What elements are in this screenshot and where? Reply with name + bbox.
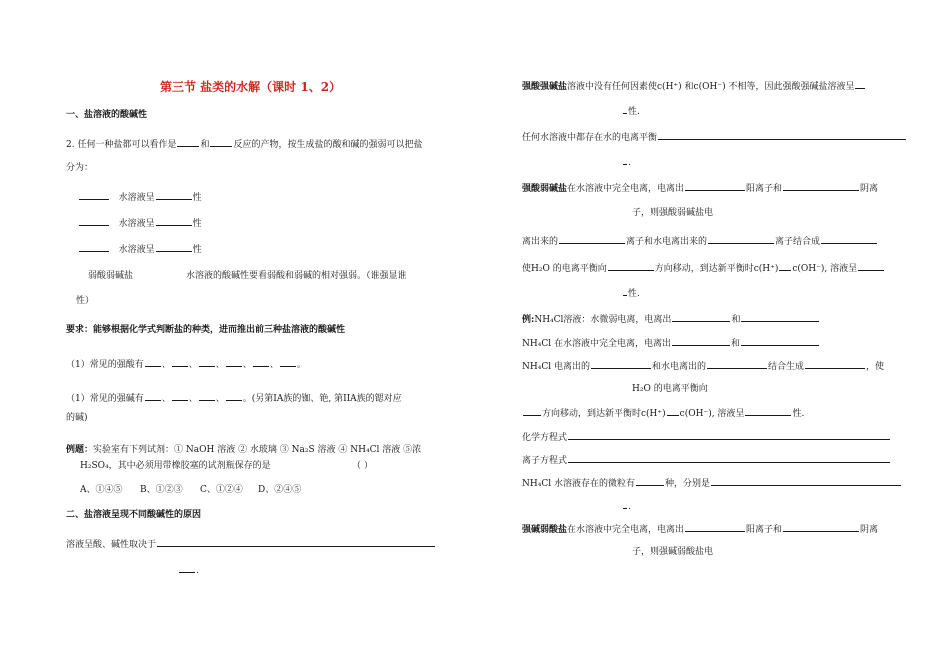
strong-acid-weak-base-line-4 [522, 261, 885, 275]
sawb-bold: 强酸弱碱盐 [522, 184, 568, 194]
ex2-l5b: c(OH⁻), 溶液呈 [679, 409, 745, 419]
anywater-end-text: . [628, 158, 631, 168]
sawb-text-3: 阴离 [860, 184, 879, 194]
anywater-text: 任何水溶液中都存在水的电离平衡 [522, 133, 658, 143]
example-line-1 [66, 444, 421, 456]
example-2-line-1 [522, 312, 820, 326]
blank[interactable] [779, 261, 791, 271]
ex2-l3a: NH₄Cl 电离出的 [522, 362, 590, 372]
ex2-l5a: 方向移动，到达新平衡时c(H⁺) [542, 409, 666, 419]
blank[interactable] [568, 430, 890, 440]
q2-text-b: 和 [200, 140, 210, 150]
blank[interactable] [179, 563, 195, 573]
strong-base-weak-acid-line-1 [522, 522, 878, 536]
example-2-line-3 [522, 359, 884, 373]
strong-acid-strong-base-line [522, 79, 866, 93]
q2-text-a: 2. 任何一种盐都可以看作是 [66, 140, 177, 150]
sbwa-text-2: 阳离子和 [746, 525, 783, 535]
blank[interactable] [658, 130, 906, 140]
weak-acid-weak-base-text: 水溶液的酸碱性要看弱酸和弱碱的相对强弱。（谁强显谁 [186, 271, 407, 281]
base-prefix: （1）常见的强碱有 [66, 394, 144, 404]
blank[interactable] [741, 336, 819, 346]
blank[interactable] [172, 357, 188, 367]
blank[interactable] [157, 537, 435, 547]
salt-type-row [78, 216, 202, 230]
blank[interactable] [199, 391, 215, 401]
ex2-l1a: NH₄Cl溶液：水微弱电离，电离出 [534, 315, 672, 325]
sawb-l3a: 离出来的 [522, 237, 559, 247]
blank[interactable] [280, 357, 296, 367]
row-suffix: 性 [192, 193, 202, 203]
blank[interactable] [79, 216, 109, 226]
strong-acids-line: （1）常见的强酸有 、 、 、 、 、 。 [66, 357, 306, 371]
cause-text: 溶液呈酸、碱性取决于 [66, 540, 157, 550]
requirement-line: 要求：能够根据化学式判断盐的种类，进而推出前三种盐溶液的酸碱性 [66, 325, 346, 335]
example-line-2: H₂SO₄，其中必须用带橡胶塞的试剂瓶保存的是 [80, 461, 271, 471]
sawb-l3c: 离子结合成 [775, 237, 821, 247]
sawb-l4c: c(OH⁻), 溶液呈 [792, 264, 858, 274]
water-ionization-line [522, 130, 907, 144]
acid-end: 。 [296, 360, 306, 370]
blank[interactable] [79, 242, 109, 252]
salt-type-row [78, 190, 202, 204]
ex2-l5c: 性. [792, 409, 805, 419]
blank[interactable] [685, 181, 745, 191]
blank[interactable] [805, 359, 865, 369]
page-title: 第三节 盐类的水解（课时 1、2） [160, 80, 342, 94]
blank[interactable] [623, 104, 627, 114]
blank[interactable] [608, 261, 654, 271]
blank[interactable] [253, 357, 269, 367]
cause-line [66, 537, 436, 551]
particles-b: 种，分别是 [664, 479, 710, 489]
particles-end-text: . [628, 502, 631, 512]
blank[interactable] [156, 242, 192, 252]
sasb-text: 溶液中没有任何因素使c(H⁺) 和c(OH⁻) 不相等，因此强酸强碱盐溶液呈 [567, 82, 855, 92]
blank[interactable] [145, 357, 161, 367]
strong-acid-weak-base-line-2: 子，则强酸弱碱盐电 [632, 208, 714, 218]
row-suffix: 性 [192, 245, 202, 255]
blank[interactable] [156, 190, 192, 200]
blank[interactable] [177, 137, 199, 147]
blank[interactable] [156, 216, 192, 226]
blank[interactable] [855, 79, 865, 89]
ex2-bold: 例: [522, 315, 535, 325]
sawb-l4b: 方向移动，到达新平衡时c(H⁺) [654, 264, 779, 274]
blank[interactable] [523, 406, 541, 416]
chemical-equation-line [522, 430, 891, 444]
option-a[interactable]: A、①④⑤ [80, 485, 123, 495]
row-label: 水溶液呈 [118, 219, 155, 229]
q2-text-c: 反应的产物，按生成盐的酸和碱的强弱可以把盐 [233, 140, 423, 150]
blank[interactable] [226, 357, 242, 367]
sasb-end [622, 104, 640, 118]
example-label: 例题： [66, 445, 94, 455]
strong-acid-weak-base-line-3 [522, 234, 878, 248]
sasb-end-text: 性. [628, 107, 640, 117]
blank[interactable] [858, 261, 884, 271]
weak-acid-weak-base-label: 弱酸弱碱盐 [88, 271, 134, 281]
row-suffix: 性 [192, 219, 202, 229]
section-2-heading: 二、盐溶液呈现不同酸碱性的原因 [66, 510, 202, 520]
blank[interactable] [783, 522, 859, 532]
blank[interactable] [821, 234, 877, 244]
question-2-line-1 [66, 137, 422, 151]
strong-bases-line: （1）常见的强碱有 、 、 、 。(另第IA族的铷、铯, 第IIA族的锶对应 [66, 391, 402, 405]
example-answer-paren[interactable]: （ ） [352, 461, 373, 471]
cause-end [178, 563, 199, 577]
ex2-l3c: 结合生成 [767, 362, 804, 372]
sbwa-bold: 强碱弱酸盐 [522, 525, 568, 535]
blank[interactable] [636, 476, 664, 486]
example-2-line-2 [522, 336, 820, 350]
blank[interactable] [741, 312, 819, 322]
blank[interactable] [172, 391, 188, 401]
blank[interactable] [667, 406, 679, 416]
sawb-l3b: 离子和水电离出来的 [626, 237, 708, 247]
example-text-1: 实验室有下列试剂：① NaOH 溶液 ② 水玻璃 ③ Na₂S 溶液 ④ NH₄Cl 溶液 ⑤浓 [93, 445, 422, 455]
blank[interactable] [745, 406, 791, 416]
chem-eq-label: 化学方程式 [522, 433, 568, 443]
blank[interactable] [145, 391, 161, 401]
blank[interactable] [672, 336, 730, 346]
particles-line [522, 476, 902, 490]
acid-prefix: （1）常见的强酸有 [66, 360, 144, 370]
base-suffix: 。(另第IA族的铷、铯, 第IIA族的锶对应 [242, 394, 402, 404]
sawb-text-2: 阳离子和 [746, 184, 783, 194]
sbwa-text-1: 在水溶液中完全电离，电离出 [567, 525, 685, 535]
particles-a: NH₄Cl 水溶液存在的微粒有 [522, 479, 635, 489]
option-c[interactable]: C、①②④ [200, 485, 243, 495]
blank[interactable] [226, 391, 242, 401]
blank[interactable] [79, 190, 109, 200]
blank[interactable] [623, 286, 627, 296]
cause-end-text: . [196, 566, 199, 576]
ionic-equation-line [522, 453, 891, 467]
strong-base-weak-acid-line-2: 子，则强碱弱酸盐电 [632, 547, 714, 557]
salt-type-row [78, 242, 202, 256]
weak-acid-weak-base-end: 性） [76, 296, 95, 306]
question-2-line-2: 分为： [66, 163, 94, 173]
blank[interactable] [685, 522, 745, 532]
blank[interactable] [672, 312, 730, 322]
blank[interactable] [711, 476, 901, 486]
water-ionization-end [622, 155, 631, 169]
blank[interactable] [199, 357, 215, 367]
ex2-and: 和 [730, 339, 740, 349]
ex2-l3b: 和水电离出的 [651, 362, 706, 372]
ex2-l3d: ，使 [866, 362, 885, 372]
ex2-l2a: NH₄Cl 在水溶液中完全电离，电离出 [522, 339, 671, 349]
blank[interactable] [568, 453, 890, 463]
blank[interactable] [708, 234, 774, 244]
sasb-bold: 强酸强碱盐 [522, 82, 568, 92]
blank[interactable] [623, 499, 627, 509]
sawb-l4a: 使H₂O 的电离平衡向 [522, 264, 607, 274]
particles-end [622, 499, 631, 513]
ex2-and: 和 [731, 315, 741, 325]
blank[interactable] [591, 359, 651, 369]
section-1-heading: 一、盐溶液的酸碱性 [66, 110, 148, 120]
example-2-line-4: H₂O 的电离平衡向 [632, 384, 708, 394]
blank[interactable] [707, 359, 767, 369]
strong-acid-weak-base-line-5 [622, 286, 640, 300]
ion-eq-label: 离子方程式 [522, 456, 568, 466]
blank[interactable] [623, 155, 627, 165]
blank[interactable] [210, 137, 232, 147]
blank[interactable] [783, 181, 859, 191]
row-label: 水溶液呈 [118, 245, 155, 255]
blank[interactable] [559, 234, 625, 244]
row-label: 水溶液呈 [118, 193, 155, 203]
strong-acid-weak-base-line-1 [522, 181, 878, 195]
option-d[interactable]: D、②④⑤ [258, 485, 302, 495]
strong-bases-line-2: 的碱) [66, 413, 88, 423]
option-b[interactable]: B、①②③ [140, 485, 183, 495]
sawb-text-1: 在水溶液中完全电离，电离出 [567, 184, 685, 194]
example-2-line-5 [522, 406, 804, 420]
sawb-l5: 性. [628, 289, 640, 299]
sbwa-text-3: 阴离 [860, 525, 879, 535]
